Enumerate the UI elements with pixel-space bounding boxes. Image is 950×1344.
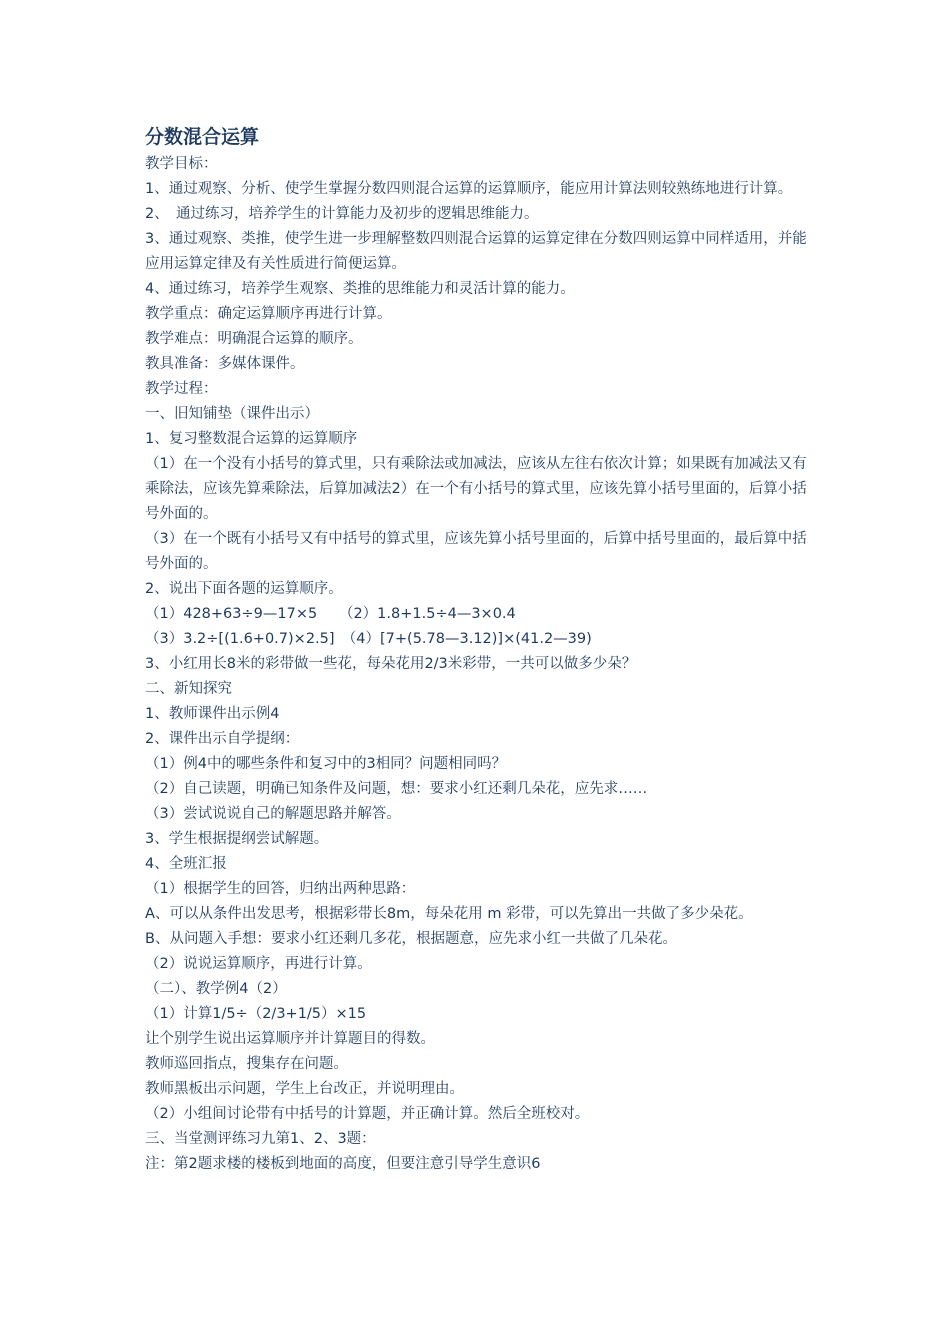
document-page — [145, 122, 813, 1177]
paragraph-21: （1）例4中的哪些条件和复习中的3相同？问题相同吗？ — [145, 756, 507, 772]
paragraph-11: 1、复习整数混合运算的运算顺序 — [145, 431, 358, 447]
document-body — [145, 152, 813, 1177]
paragraph-22: （2）自己读题，明确已知条件及问题，想：要求小红还剩几朵花，应先求…… — [145, 781, 648, 797]
paragraph-33: 教师巡回指点，搜集存在问题。 — [145, 1056, 348, 1072]
paragraph-4: 3、通过观察、类推，使学生进一步理解整数四则混合运算的运算定律在分数四则运算中同样适用，并能应用运算定律及有关性质进行简便运算。 — [145, 231, 807, 272]
paragraph-1: 教学目标： — [145, 156, 218, 172]
paragraph-16: （3）3.2÷[(1.6+0.7)×2.5] （4）[7+(5.78—3.12)]×(41.2—39) — [145, 631, 592, 647]
paragraph-7: 教学难点：明确混合运算的顺序。 — [145, 331, 363, 347]
paragraph-20: 2、课件出示自学提纲： — [145, 731, 300, 747]
paragraph-36: 三、当堂测评练习九第1、2、3题： — [145, 1131, 376, 1147]
document-title: 分数混合运算 — [145, 126, 260, 148]
paragraph-28: B、从问题入手想：要求小红还剩几多花，根据题意，应先求小红一共做了几朵花。 — [145, 931, 677, 947]
paragraph-5: 4、通过练习，培养学生观察、类推的思维能力和灵活计算的能力。 — [145, 281, 575, 297]
paragraph-18: 二、新知探究 — [145, 681, 232, 697]
paragraph-2: 1、通过观察、分析、使学生掌握分数四则混合运算的运算顺序，能应用计算法则较熟练地进行计算。 — [145, 181, 793, 197]
paragraph-35: （2）小组间讨论带有中括号的计算题，并正确计算。然后全班校对。 — [145, 1106, 590, 1122]
paragraph-29: （2）说说运算顺序，再进行计算。 — [145, 956, 372, 972]
paragraph-12: （1）在一个没有小括号的算式里，只有乘除法或加减法，应该从左往右依次计算；如果既有加减法又有乘除法，应该先算乘除法，后算加减法2）在一个有小括号的算式里，应该先算小括号里面的，后算小括号外面的。 — [145, 456, 807, 522]
paragraph-17: 3、小红用长8米的彩带做一些花，每朵花用2/3米彩带，一共可以做多少朵？ — [145, 656, 637, 672]
paragraph-32: 让个别学生说出运算顺序并计算题目的得数。 — [145, 1031, 435, 1047]
paragraph-6: 教学重点：确定运算顺序再进行计算。 — [145, 306, 392, 322]
paragraph-3: 2、 通过练习，培养学生的计算能力及初步的逻辑思维能力。 — [145, 206, 539, 222]
paragraph-25: 4、全班汇报 — [145, 856, 227, 872]
paragraph-31: （1）计算1/5÷（2/3+1/5）×15 — [145, 1006, 367, 1022]
paragraph-15: （1）428+63÷9—17×5 （2）1.8+1.5÷4—3×0.4 — [145, 606, 516, 622]
paragraph-10: 一、旧知铺垫（课件出示） — [145, 406, 319, 422]
paragraph-13: （3）在一个既有小括号又有中括号的算式里，应该先算小括号里面的，后算中括号里面的，最后算中括号外面的。 — [145, 531, 807, 572]
paragraph-8: 教具准备：多媒体课件。 — [145, 356, 305, 372]
paragraph-23: （3）尝试说说自己的解题思路并解答。 — [145, 806, 401, 822]
paragraph-27: A、可以从条件出发思考，根据彩带长8m，每朵花用 m 彩带，可以先算出一共做了多少朵花。 — [145, 906, 753, 922]
paragraph-9: 教学过程： — [145, 381, 218, 397]
paragraph-14: 2、说出下面各题的运算顺序。 — [145, 581, 343, 597]
paragraph-26: （1）根据学生的回答，归纳出两种思路： — [145, 881, 416, 897]
paragraph-37: 注：第2题求楼的楼板到地面的高度，但要注意引导学生意识6 — [145, 1156, 541, 1172]
paragraph-34: 教师黑板出示问题，学生上台改正，并说明理由。 — [145, 1081, 464, 1097]
paragraph-24: 3、学生根据提纲尝试解题。 — [145, 831, 329, 847]
paragraph-30: （二）、教学例4（2） — [145, 981, 287, 997]
paragraph-19: 1、教师课件出示例4 — [145, 706, 280, 722]
